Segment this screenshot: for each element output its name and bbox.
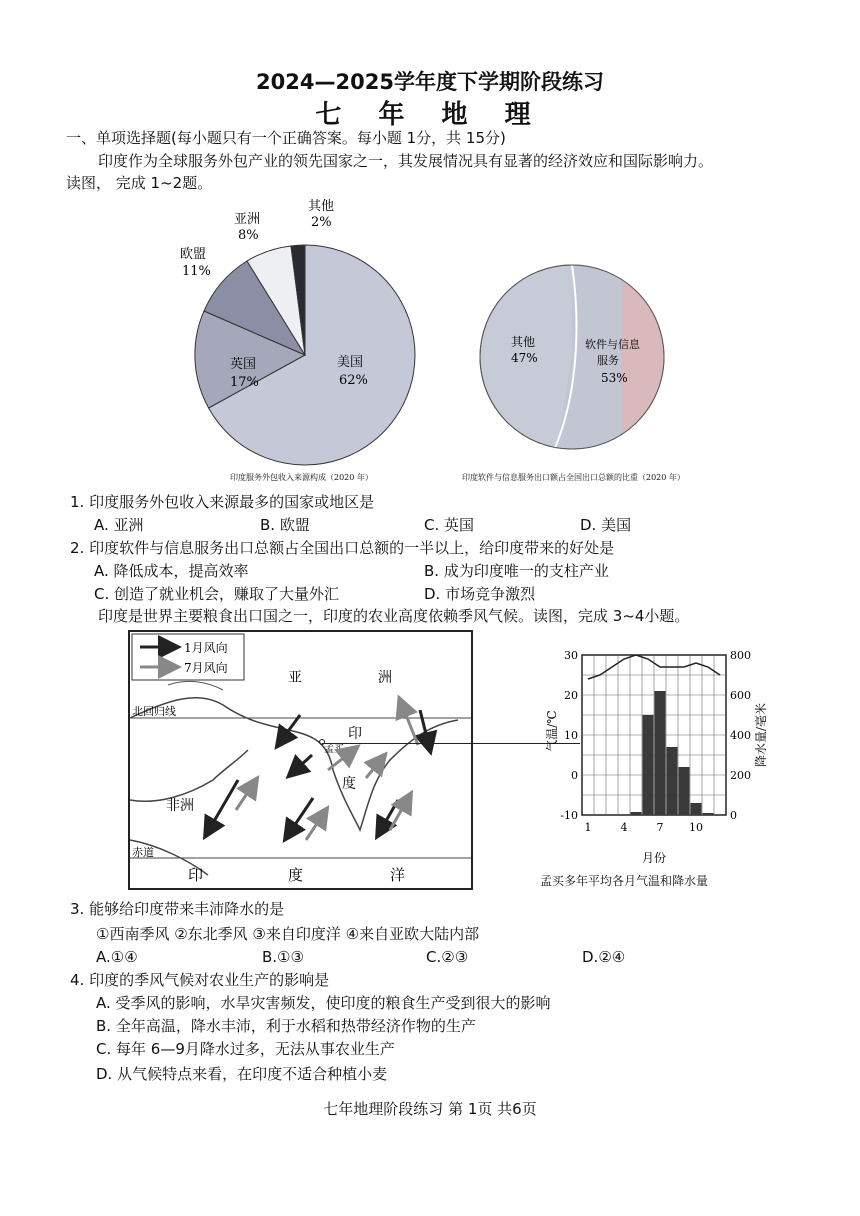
x-tick-label: 7 [656,821,664,834]
pie2-caption: 印度软件与信息服务出口额占全国出口总额的比重（2020 年） [462,473,685,482]
pie1-label-uk: 英国 [230,357,257,372]
ocean-label-3: 洋 [390,866,406,884]
india-label-2: 度 [342,776,356,792]
q3-stem: 3. 能够给印度带来丰沛降水的是 [70,900,285,918]
q4-option-a[interactable]: A. 受季风的影响，水旱灾害频发，使印度的粮食生产受到很大的影响 [96,994,551,1012]
intro-line-2: 读图， 完成 1~2题。 [66,174,213,192]
q4-option-b[interactable]: B. 全年高温，降水丰沛，利于水稻和热带经济作物的生产 [96,1017,476,1035]
exam-title: 2024—2025学年度下学期阶段练习 [256,70,604,94]
pie1-pct-uk: 17% [230,375,259,390]
left-tick-label: 0 [571,769,578,782]
mumbai-label: 孟买 [324,744,344,755]
equator-label: 赤道 [132,846,154,859]
q3-option-a[interactable]: A.①④ [96,948,138,966]
pie1-label-usa: 美国 [337,355,364,370]
q4-option-d[interactable]: D. 从气候特点来看，在印度不适合种植小麦 [96,1065,388,1083]
q3-option-b[interactable]: B.①③ [262,948,304,966]
tropic-label: 北回归线 [132,705,176,718]
climate-caption: 孟买多年平均各月气温和降水量 [540,874,709,888]
q4-option-c[interactable]: C. 每年 6—9月降水过多，无法从事农业生产 [96,1040,395,1058]
q1-option-c[interactable]: C. 英国 [424,516,475,534]
right-tick-label: 600 [730,689,751,702]
left-tick-label: 10 [564,729,578,742]
intro-2: 印度是世界主要粮食出口国之一，印度的农业高度依赖季风气候。读图，完成 3~4小题。 [98,607,690,625]
subject-title: 七 年 地 理 [315,100,545,130]
climate-chart [540,645,780,885]
x-axis-label: 月份 [641,851,667,865]
ocean-label-2: 度 [288,866,304,884]
page-footer: 七年地理阶段练习 第 1页 共6页 [323,1100,537,1118]
right-tick-label: 400 [730,729,751,742]
monsoon-map [128,630,473,890]
pie2-pct-software: 53% [601,371,628,385]
right-tick-label: 800 [730,649,751,662]
asia-label-1: 亚 [288,670,302,686]
q1-option-a[interactable]: A. 亚洲 [94,516,144,534]
pie2-pct-other: 47% [511,351,538,365]
left-tick-label: 30 [564,649,578,662]
pie-chart-software-share [475,260,675,460]
q1-stem: 1. 印度服务外包收入来源最多的国家或地区是 [70,493,375,511]
right-axis-label: 降水量/毫米 [754,702,768,768]
precip-bar-6 [643,715,654,815]
pie1-label-other: 其他 [308,199,335,214]
right-tick-label: 0 [730,809,737,822]
pie1-pct-other: 2% [311,215,332,230]
q1-option-d[interactable]: D. 美国 [580,516,632,534]
pie2-label-other: 其他 [511,335,536,349]
x-tick-label: 1 [584,821,592,834]
precip-bar-5 [631,812,642,815]
legend-jul-label: 7月风向 [184,661,228,675]
q2-option-b[interactable]: B. 成为印度唯一的支柱产业 [424,562,609,580]
pie2-label-software-2: 服务 [597,354,619,367]
q3-option-d[interactable]: D.②④ [582,948,626,966]
q2-option-a[interactable]: A. 降低成本，提高效率 [94,562,249,580]
x-tick-label: 4 [620,821,628,834]
precip-bar-7 [655,691,666,815]
q2-option-c[interactable]: C. 创造了就业机会，赚取了大量外汇 [94,585,340,603]
left-tick-label: -10 [560,809,578,822]
pie2-shaded-band [621,260,681,460]
pie-chart-outsourcing [180,190,450,490]
precip-bar-11 [703,813,714,815]
q2-option-d[interactable]: D. 市场竞争激烈 [424,585,536,603]
pie1-pct-usa: 62% [339,373,368,388]
section-heading: 一、单项选择题(每小题只有一个正确答案。每小题 1分，共 15分) [66,129,506,147]
precip-bar-9 [679,767,690,815]
q2-stem: 2. 印度软件与信息服务出口总额占全国出口总额的一半以上，给印度带来的好处是 [70,539,615,557]
left-axis-ticks [560,649,578,822]
q3-option-c[interactable]: C.②③ [426,948,469,966]
pie2-label-software-1: 软件与信息 [585,338,640,351]
right-axis-ticks [730,649,751,822]
precip-bar-8 [667,747,678,815]
pie1-label-eu: 欧盟 [180,247,207,262]
pie1-caption: 印度服务外包收入来源构成（2020 年） [230,473,373,482]
precip-bar-10 [691,803,702,815]
left-tick-label: 20 [564,689,578,702]
pie1-pct-eu: 11% [182,264,211,279]
q3-items: ①西南季风 ②东北季风 ③来自印度洋 ④来自亚欧大陆内部 [96,925,480,943]
legend-jan-label: 1月风向 [184,641,228,655]
pie1-label-asia: 亚洲 [234,212,261,227]
x-tick-label: 10 [689,821,703,834]
left-axis-label: 气温/℃ [545,710,559,752]
intro-line-1: 印度作为全球服务外包产业的领先国家之一，其发展情况具有显著的经济效应和国际影响力。 [98,152,714,170]
india-label-1: 印 [348,726,362,742]
x-axis-ticks [585,821,704,834]
asia-label-2: 洲 [378,670,392,686]
right-tick-label: 200 [730,769,751,782]
pie1-pct-asia: 8% [238,228,259,243]
q1-option-b[interactable]: B. 欧盟 [260,516,310,534]
q4-stem: 4. 印度的季风气候对农业生产的影响是 [70,971,330,989]
ocean-label-1: 印 [188,866,204,884]
africa-label: 非洲 [166,798,194,814]
